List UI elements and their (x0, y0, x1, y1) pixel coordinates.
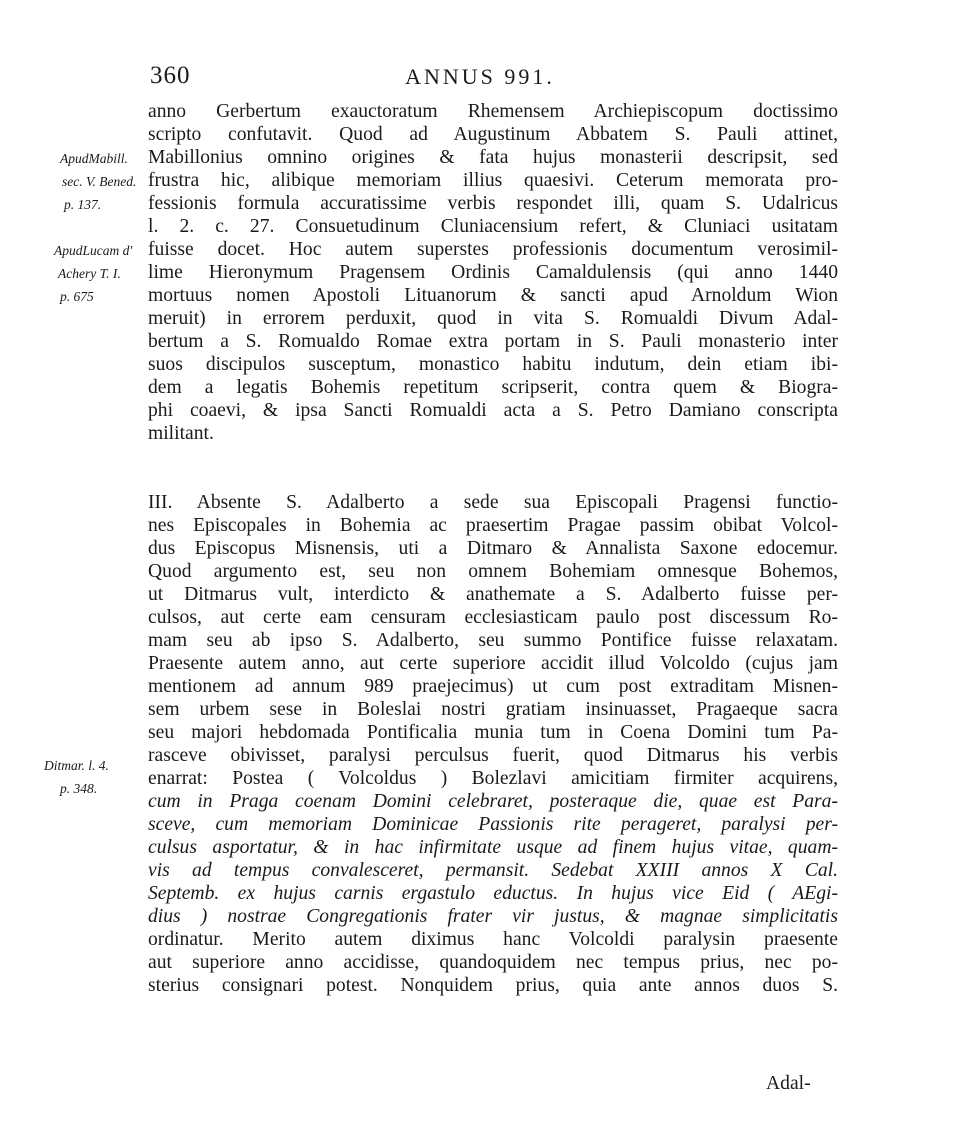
margin-note: p. 348. (60, 781, 98, 796)
text-line: militant. (148, 423, 214, 444)
text-line: III. Absente S. Adalberto a sede sua Episcopali Pragensi functio- (148, 492, 838, 513)
text-line: sem urbem sese in Boleslai nostri gratiam insinuasset, Pragaeque sacra (148, 699, 838, 720)
text-line: phi coaevi, & ipsa Sancti Romualdi acta a S. Petro Damiano conscripta (148, 400, 838, 421)
text-line: anno Gerbertum exauctoratum Rhemensem Archiepiscopum doctissimo (148, 101, 838, 122)
text-line: mentionem ad annum 989 praejecimus) ut cum post extraditam Misnen- (148, 676, 838, 697)
text-line: cum in Praga coenam Domini celebraret, posteraque die, quae est Para- (148, 791, 838, 812)
text-line: Quod argumento est, seu non omnem Bohemiam omnesque Bohemos, (148, 561, 838, 582)
text-line: culsus asportatur, & in hac infirmitate usque ad finem hujus vitae, quam- (148, 837, 838, 858)
text-line: scripto confutavit. Quod ad Augustinum Abbatem S. Pauli attinet, (148, 124, 838, 145)
text-line: enarrat: Postea ( Volcoldus ) Bolezlavi amicitiam firmiter acquirens, (148, 768, 838, 789)
text-line: ordinatur. Merito autem diximus hanc Volcoldi paralysin praesente (148, 929, 838, 950)
page-number: 360 (150, 62, 191, 89)
text-line: lime Hieronymum Pragensem Ordinis Camaldulensis (qui anno 1440 (148, 262, 838, 283)
text-line: vis ad tempus convalesceret, permansit. Sedebat XXIII annos X Cal. (148, 860, 838, 881)
text-line: mortuus nomen Apostoli Lituanorum & sancti apud Arnoldum Wion (148, 285, 838, 306)
text-line: meruit) in errorem perduxit, quod in vita S. Romualdi Divum Adal- (148, 308, 838, 329)
text-line: mam seu ab ipso S. Adalberto, seu summo Pontifice fuisse relaxatam. (148, 630, 838, 651)
text-line: culsos, aut certe eam censuram ecclesiasticam paulo post discessum Ro- (148, 607, 838, 628)
margin-note: Ditmar. l. 4. (44, 758, 109, 773)
margin-note: p. 137. (64, 197, 102, 212)
text-line: dem a legatis Bohemis repetitum scripserit, contra quem & Biogra- (148, 377, 838, 398)
text-line: Mabillonius omnino origines & fata hujus monasterii descripsit, sed (148, 147, 838, 168)
text-line: dius ) nostrae Congregationis frater vir justus, & magnae simplicitatis (148, 906, 838, 927)
text-line: fessionis formula accuratissime verbis respondet illi, quam S. Udalricus (148, 193, 838, 214)
text-line: aut superiore anno accidisse, quandoquidem nec tempus prius, nec po- (148, 952, 838, 973)
text-line: rasceve obivisset, paralysi perculsus fuerit, quod Ditmarus his verbis (148, 745, 838, 766)
margin-note: ApudMabill. (60, 151, 128, 166)
text-line: dus Episcopus Misnensis, uti a Ditmaro & Annalista Saxone edocemur. (148, 538, 838, 559)
margin-note: Achery T. I. (58, 266, 121, 281)
text-line: suos discipulos susceptum, monastico habitu indutum, dein etiam ibi- (148, 354, 838, 375)
text-block-1 (148, 100, 838, 445)
text-line: fuisse docet. Hoc autem superstes professionis documentum verosimil- (148, 239, 838, 260)
text-line: sterius consignari potest. Nonquidem prius, quia ante annos duos S. (148, 975, 838, 996)
catchword: Adal- (766, 1073, 811, 1094)
text-line: frustra hic, alibique memoriam illius quaesivi. Ceterum memorata pro- (148, 170, 838, 191)
text-line: ut Ditmarus vult, interdicto & anathemate a S. Adalberto fuisse per- (148, 584, 838, 605)
margin-note: sec. V. Bened. (62, 174, 137, 189)
text-line: sceve, cum memoriam Dominicae Passionis rite perageret, paralysi per- (148, 814, 838, 835)
text-line: bertum a S. Romualdo Romae extra portam in S. Pauli monasterio inter (148, 331, 838, 352)
text-block-2 (148, 491, 838, 997)
text-line: Praesente autem anno, aut certe superiore accidit illud Volcoldo (cujus jam (148, 653, 838, 674)
page-header (0, 62, 960, 96)
text-line: Septemb. ex hujus carnis ergastulo eductus. In hujus vice Eid ( AEgi- (148, 883, 838, 904)
running-head: ANNUS 991. (405, 64, 555, 89)
text-line: seu majori hebdomada Pontificalia munia tum in Coena Domini tum Pa- (148, 722, 838, 743)
text-line: l. 2. c. 27. Consuetudinum Cluniacensium refert, & Cluniaci usitatam (148, 216, 838, 237)
margin-note: ApudLucam d' (54, 243, 133, 258)
margin-note: p. 675 (60, 289, 94, 304)
text-line: nes Episcopales in Bohemia ac praesertim Pragae passim obibat Volcol- (148, 515, 838, 536)
